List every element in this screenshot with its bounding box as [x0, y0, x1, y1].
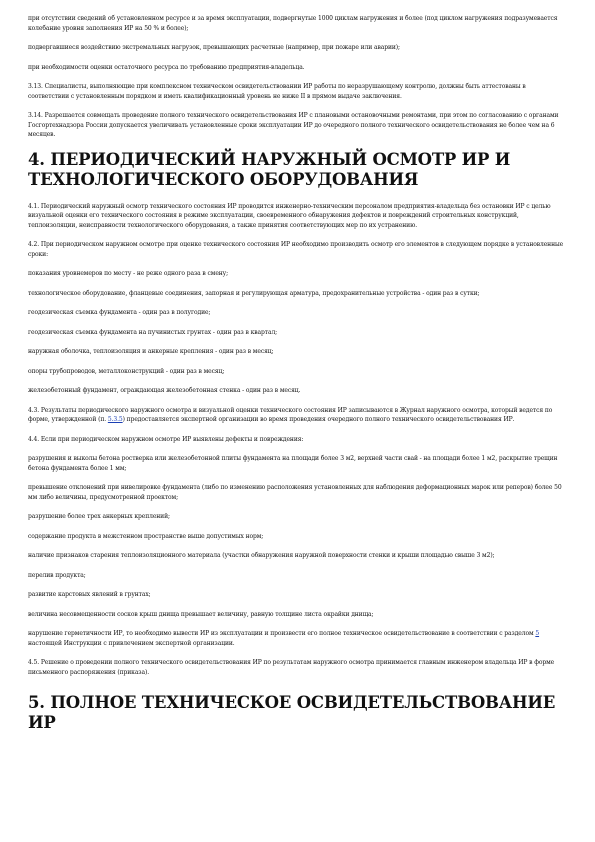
- paragraph-leak-text-end: настоящей Инструкции с привлечением экспертной организации.: [28, 639, 235, 647]
- paragraph-resource-cycles: при отсутствии сведений об установленном ресурсе и за время эксплуатации, подвергнутые 1000 циклам нагружения и более (под циклом нагружения подразумевается колебание уровня заполнения ИР на 50 % и более);: [28, 15, 558, 32]
- paragraph-4-3: [28, 406, 568, 425]
- list-item-misalignment: величина несовмещенности сосков крыш днища превышает величину, равную толщине листа окрайки днища;: [28, 610, 374, 618]
- paragraph-extreme-loads: подвергавшиеся воздействию экстремальных нагрузок, превышающих расчетные (например, при пожаре или аварии);: [28, 44, 400, 51]
- list-item-interwall-product: содержание продукта в межстенном пространстве выше допустимых норм;: [28, 532, 264, 540]
- list-item-karst: развитие карстовых явлений в грунтах;: [28, 591, 151, 598]
- paragraph-3-14: 3.14. Разрешается совмещать проведение полного технического освидетельствования ИР с плановыми остановочными ремонтами, при этом по согласованию с органами Госгортехнадзора России допускается увеличивать установленные сроки эксплуатации ИР до очередного полного технического освидетельствования не более чем на 6 месяцев.: [28, 112, 559, 138]
- paragraph-residual-resource: при необходимости оценки остаточного ресурса по требованию предприятия-владельца.: [28, 63, 305, 71]
- paragraph-4-5: 4.5. Решение о проведении полного технического освидетельствования ИР по результатам наружного осмотра принимается главным инженером владельца ИР в форме письменного распоряжения (приказа).: [28, 659, 555, 676]
- list-item-level-gauges: показания уровнемеров по месту - не реже одного раза в смену;: [28, 270, 229, 277]
- list-item-outer-shell: наружная оболочка, теплоизоляция и анкерные крепления - один раз в месяц;: [28, 348, 274, 355]
- list-item-insulation-aging: наличие признаков старения теплоизоляционного материала (участки обнаружения наружной поверхности стенки и крыши площадью свыше 3 м2);: [28, 552, 495, 559]
- paragraph-leak-tightness: [28, 629, 568, 648]
- list-item-geodetic-survey-soils: геодезическая съемка фундамента на пучинистых грунтах - один раз в квартал;: [28, 328, 278, 336]
- list-item-geodetic-survey: геодезическая съемка фундамента - один раз в полугодие;: [28, 309, 211, 316]
- list-item-levelling-deviation: превышение отклонений при нивелировке фундамента (либо по изменению расположения установленных для наблюдения деформационных марок или реперов) более 50 мм либо величины, предусмотренной проектом;: [28, 484, 562, 501]
- paragraph-leak-text-start: нарушение герметичности ИР, то необходимо вывести ИР из эксплуатации и произвести его полное техническое освидетельствование в соответствии с разделом: [28, 630, 536, 637]
- link-section-5-3-5[interactable]: 5.3.5: [107, 416, 123, 423]
- list-item-equipment: технологическое оборудование, фланцевые соединения, запорная и регулирующая арматура, предохранительные устройства - один раз в сутки;: [28, 289, 480, 297]
- link-section-5[interactable]: 5: [535, 630, 540, 637]
- list-item-anchor-failure: разрушение более трех анкерных креплений;: [28, 513, 170, 520]
- paragraph-4-3-text-start: 4.3. Результаты периодического наружного осмотра и визуальной оценки технического состояния ИР записываются в Журнал наружного осмотра, который ведется по форме, утвержденной (п.: [28, 406, 553, 423]
- list-item-concrete-damage: разрушения и выколы бетона ростверка или железобетонной плиты фундамента на площади более 3 м2, верхней части свай - на площади более 1 м2, раскрытие трещин бетона фундамента более 1 мм;: [28, 455, 558, 472]
- paragraph-4-1: 4.1. Периодический наружный осмотр технического состояния ИР проводится инженерно-техническим персоналом предприятия-владельца без остановки ИР с целью визуальной оценки его технического состояния в режиме эксплуатации, своевременного обнаружения дефектов и повреждений строительных конструкций, теплоизоляции, неисправности технологического оборудования, а также принятия соответствующих мер по их устранению.: [28, 202, 551, 229]
- list-item-pipe-supports: опоры трубопроводов, металлоконструкций - один раз в месяц;: [28, 367, 225, 375]
- section-heading-4: 4. ПЕРИОДИЧЕСКИЙ НАРУЖНЫЙ ОСМОТР ИР И ТЕХНОЛОГИЧЕСКОГО ОБОРУДОВАНИЯ: [28, 149, 511, 189]
- paragraph-3-13: 3.13. Специалисты, выполняющие при комплексном техническом освидетельствовании ИР работы по неразрушающему контролю, должны быть аттестованы в соответствии с установленным порядком и иметь квалификационный уровень не ниже II в прямом выдаче заключения.: [28, 83, 526, 100]
- section-heading-5: 5. ПОЛНОЕ ТЕХНИЧЕСКОЕ ОСВИДЕТЕЛЬСТВОВАНИЕ ИР: [28, 693, 556, 732]
- paragraph-4-3-text-end: ) предоставляется экспертной организации во время проведения очередного полного технического освидетельствования ИР.: [122, 416, 515, 423]
- list-item-concrete-foundation: железобетонный фундамент, ограждающая железобетонная стенка - один раз в месяц.: [28, 387, 301, 394]
- list-item-overflow: перелив продукта;: [28, 571, 86, 579]
- paragraph-4-2: 4.2. При периодическом наружном осмотре при оценке технического состояния ИР необходимо производить осмотр его элементов в следующем порядке в установленные сроки:: [28, 241, 564, 258]
- paragraph-4-4: 4.4. Если при периодическом наружном осмотре ИР выявлены дефекты и повреждения:: [28, 435, 304, 443]
